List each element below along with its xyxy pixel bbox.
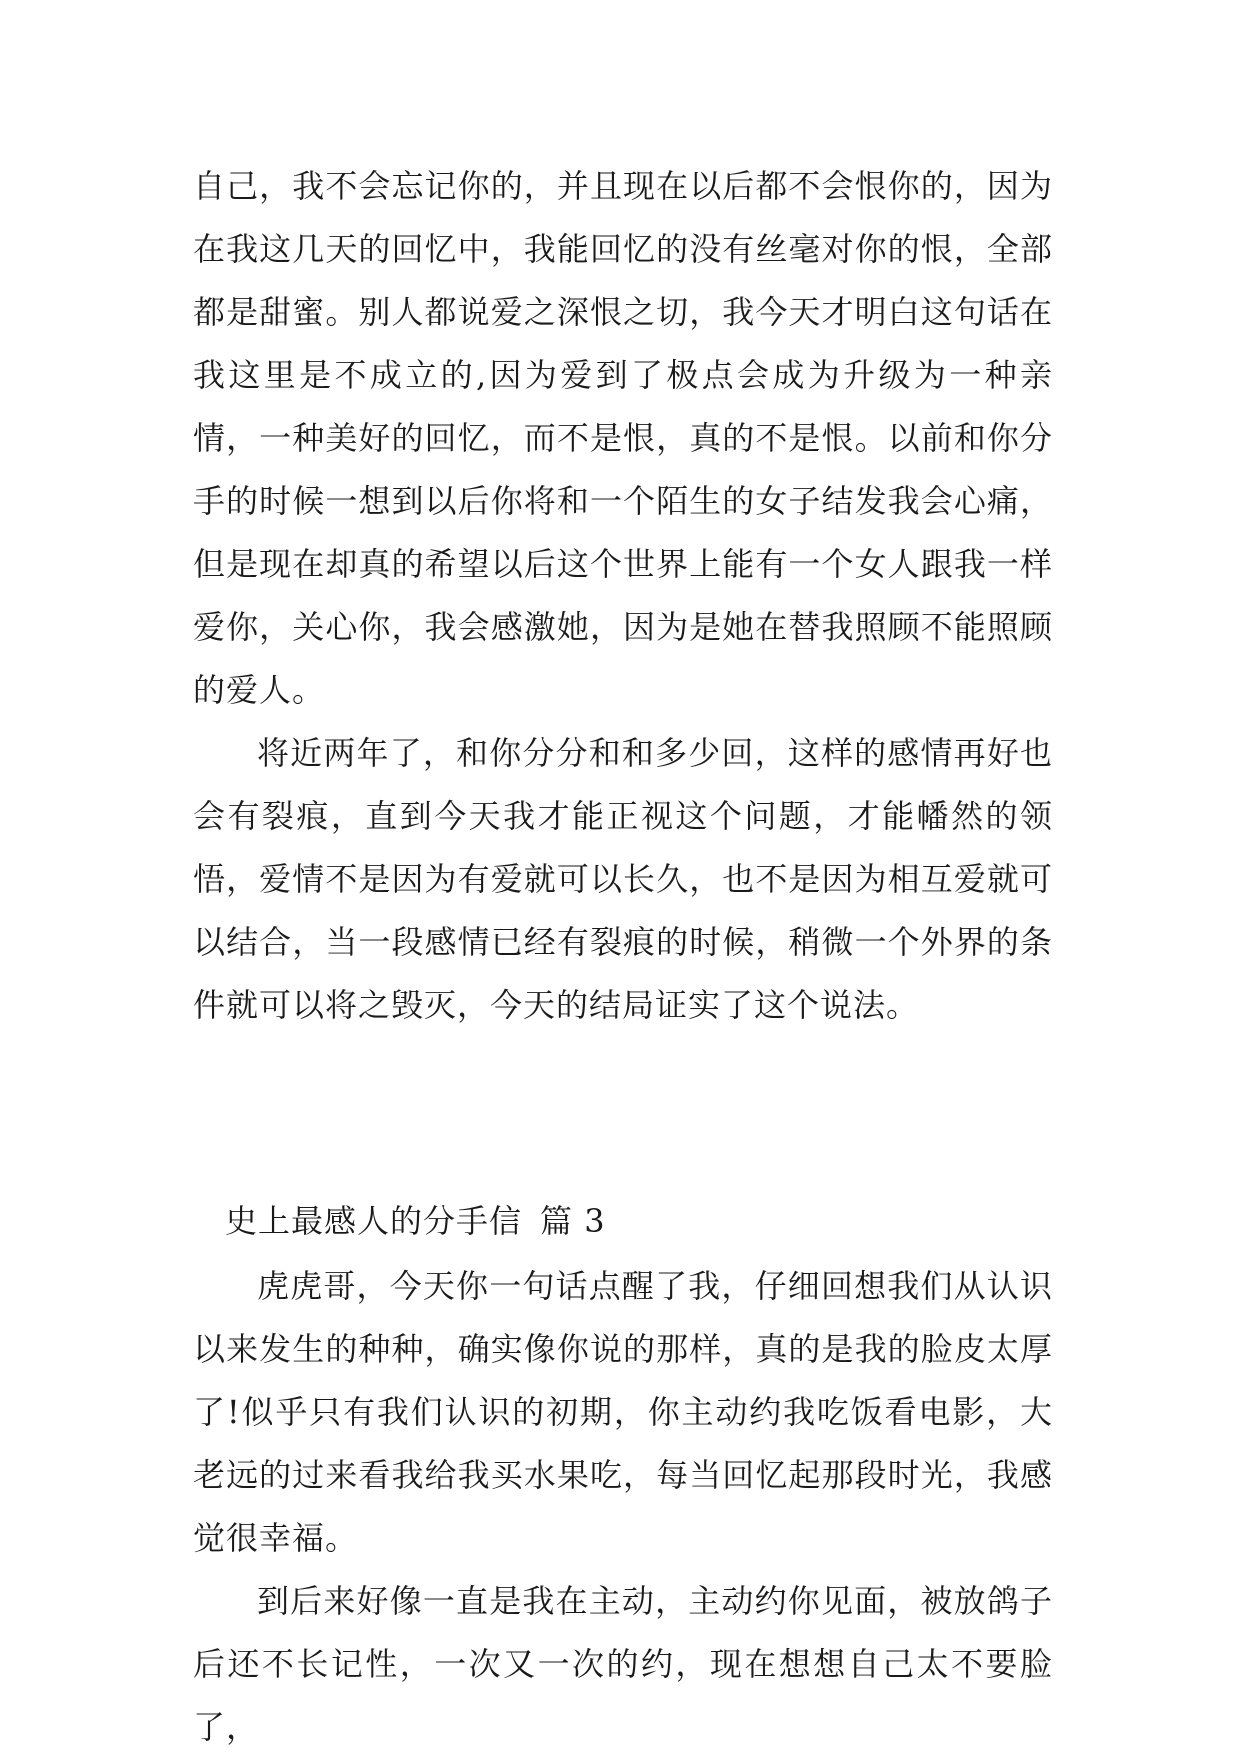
paragraph-3: 虎虎哥，今天你一句话点醒了我，仔细回想我们从认识以来发生的种种，确实像你说的那样，真的是我的脸皮太厚了!似乎只有我们认识的初期，你主动约我吃饭看电影，大老远的过来看我给我买水果吃，每当回忆起那段时光，我感觉很幸福。 xyxy=(193,1267,1053,1557)
section-title: 史上最感人的分手信 xyxy=(225,1202,523,1240)
text-block-section-3 xyxy=(193,1190,1053,1759)
paragraph-4: 到后来好像一直是我在主动，主动约你见面，被放鸽子后还不长记性，一次又一次的约，现在想想自己太不要脸了， xyxy=(193,1582,1053,1746)
text-block-top xyxy=(193,155,1053,1037)
section-number: 篇 3 xyxy=(540,1202,606,1240)
paragraph-1: 自己，我不会忘记你的，并且现在以后都不会恨你的，因为在我这几天的回忆中，我能回忆的没有丝毫对你的恨，全部都是甜蜜。别人都说爱之深恨之切，我今天才明白这句话在我这里是不成立的,因为爱到了极点会成为升级为一种亲情，一种美好的回忆，而不是恨，真的不是恨。以前和你分手的时候一想到以后你将和一个陌生的女子结发我会心痛，但是现在却真的希望以后这个世界上能有一个女人跟我一样爱你，关心你，我会感激她，因为是她在替我照顾不能照顾的爱人。 xyxy=(193,167,1053,709)
section-heading xyxy=(193,1190,1053,1253)
paragraph-2: 将近两年了，和你分分和和多少回，这样的感情再好也会有裂痕，直到今天我才能正视这个问题，才能幡然的领悟，爱情不是因为有爱就可以长久，也不是因为相互爱就可以结合，当一段感情已经有裂痕的时候，稍微一个外界的条件就可以将之毁灭，今天的结局证实了这个说法。 xyxy=(193,734,1053,1024)
